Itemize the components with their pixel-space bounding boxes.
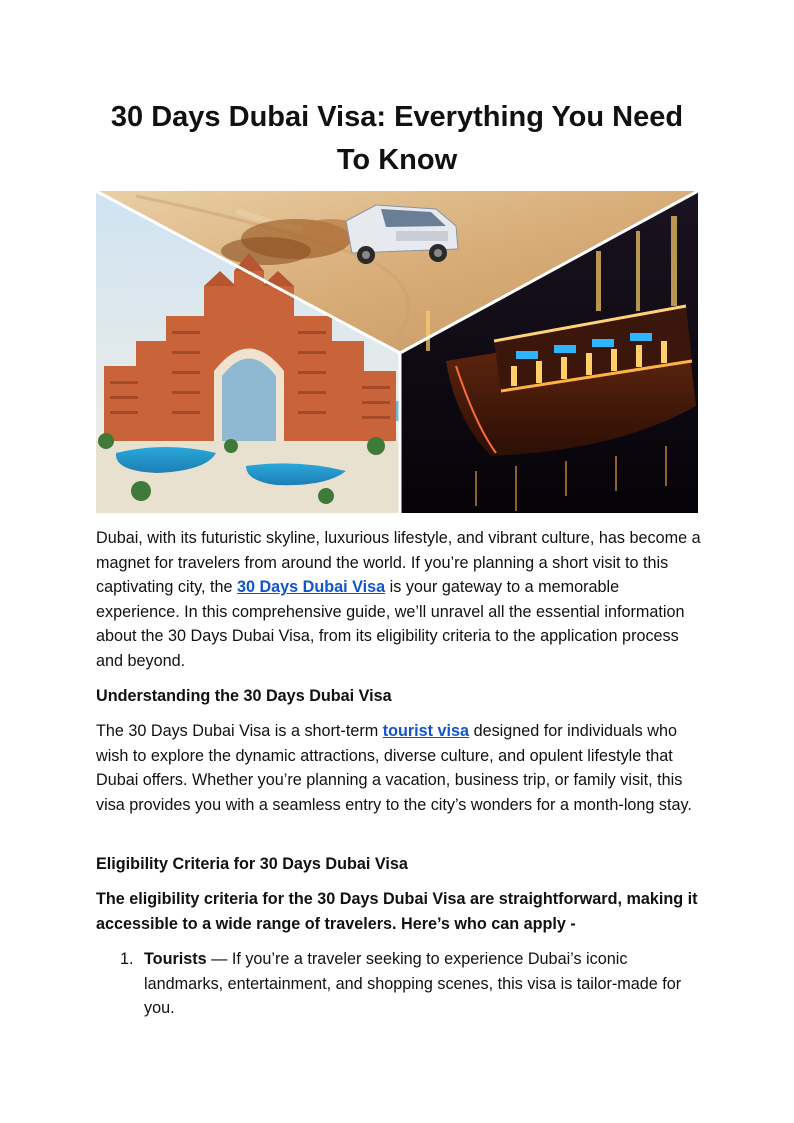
list-item-term: Tourists <box>144 950 207 968</box>
list-item <box>96 947 701 1021</box>
intro-text-end: is your gateway to a memorable experience. In this comprehensive guide, we’ll unravel all the essential information about the 30 Days Dubai Visa, from its eligibility criteria to the application process and beyond. <box>96 578 685 670</box>
list-item-number: 1. <box>120 950 134 968</box>
section1-text-start: The 30 Days Dubai Visa is a short-term <box>96 722 383 740</box>
intro-text-start: Dubai, with its futuristic skyline, luxurious lifestyle, and vibrant culture, has become a magnet for travelers from around the world. If you’re planning a short visit to this captivating city, the <box>96 529 701 597</box>
list-item-text: — If you’re a traveler seeking to experience Dubai’s iconic landmarks, entertainment, and shopping scenes, this visa is tailor-made for you. <box>144 950 682 1018</box>
link-tourist-visa[interactable]: tourist visa <box>382 722 470 740</box>
eligibility-lead: The eligibility criteria for the 30 Days Dubai Visa are straightforward, making it accessible to a wide range of travelers. Here’s who can apply - <box>96 890 698 933</box>
intro-paragraph <box>96 526 701 674</box>
section-heading-understanding: Understanding the 30 Days Dubai Visa <box>96 687 392 705</box>
page-title: 30 Days Dubai Visa: Everything You Need To Know <box>110 101 684 176</box>
section1-paragraph <box>96 719 701 817</box>
link-30-days-dubai-visa[interactable]: 30 Days Dubai Visa <box>236 578 386 597</box>
section1-text-end: designed for individuals who wish to explore the dynamic attractions, diverse culture, and opulent lifestyle that Dubai offers. Whether you’re planning a vacation, business trip, or family visit, this visa provides you with a seamless entry to the city’s wonders for a month-long stay. <box>96 722 692 814</box>
eligibility-list <box>96 947 701 1021</box>
section-heading-eligibility: Eligibility Criteria for 30 Days Dubai Visa <box>96 855 408 873</box>
hero-image <box>96 191 698 513</box>
